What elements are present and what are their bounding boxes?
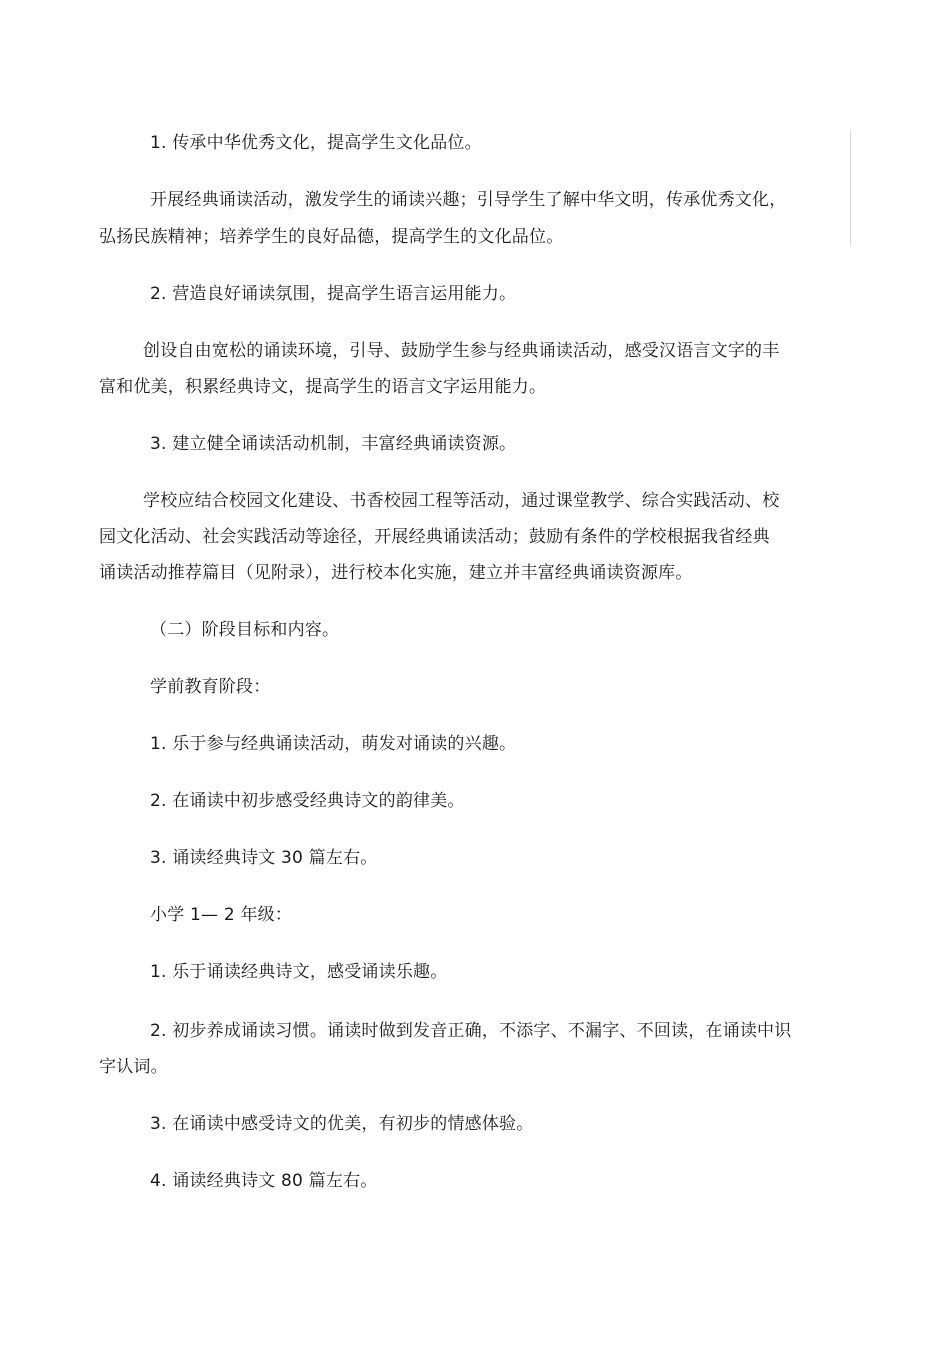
goal-1-paragraph-line-2: 弘扬民族精神；培养学生的良好品德，提高学生的文化品位。 (99, 227, 564, 247)
preschool-stage-heading: 学前教育阶段： (150, 677, 271, 697)
goal-2-paragraph-line-2: 富和优美，积累经典诗文，提高学生的语言文字运用能力。 (99, 377, 547, 397)
goal-3-heading: 3. 建立健全诵读活动机制，丰富经典诵读资源。 (150, 434, 517, 454)
goal-3-paragraph-line-3: 诵读活动推荐篇目（见附录），进行校本化实施，建立并丰富经典诵读资源库。 (99, 563, 693, 583)
goal-1-paragraph-line-1: 开展经典诵读活动，激发学生的诵读兴趣；引导学生了解中华文明，传承优秀文化， (150, 190, 787, 210)
primary-item-2-line-1: 2. 初步养成诵读习惯。诵读时做到发音正确，不添字、不漏字、不回读，在诵读中识 (150, 1021, 792, 1041)
section-2-heading: （二）阶段目标和内容。 (150, 620, 340, 640)
primary-item-2-line-2: 字认词。 (99, 1057, 168, 1077)
goal-3-paragraph-line-1: 学校应结合校园文化建设、书香校园工程等活动，通过课堂教学、综合实践活动、校 (143, 491, 780, 511)
preschool-item-1: 1. 乐于参与经典诵读活动，萌发对诵读的兴趣。 (150, 734, 517, 754)
goal-1-heading: 1. 传承中华优秀文化，提高学生文化品位。 (150, 133, 482, 153)
primary-item-1: 1. 乐于诵读经典诗文，感受诵读乐趣。 (150, 962, 448, 982)
primary-grade-1-2-heading: 小学 1— 2 年级： (150, 905, 293, 925)
goal-2-heading: 2. 营造良好诵读氛围，提高学生语言运用能力。 (150, 284, 517, 304)
primary-item-4: 4. 诵读经典诗文 80 篇左右。 (150, 1171, 378, 1191)
goal-3-paragraph-line-2: 园文化活动、社会实践活动等途径，开展经典诵读活动；鼓励有条件的学校根据我省经典 (99, 527, 770, 547)
margin-rule (850, 130, 851, 246)
preschool-item-3: 3. 诵读经典诗文 30 篇左右。 (150, 848, 378, 868)
preschool-item-2: 2. 在诵读中初步感受经典诗文的韵律美。 (150, 791, 465, 811)
goal-2-paragraph-line-1: 创设自由宽松的诵读环境，引导、鼓励学生参与经典诵读活动，感受汉语言文字的丰 (143, 341, 780, 361)
primary-item-3: 3. 在诵读中感受诗文的优美，有初步的情感体验。 (150, 1114, 534, 1134)
